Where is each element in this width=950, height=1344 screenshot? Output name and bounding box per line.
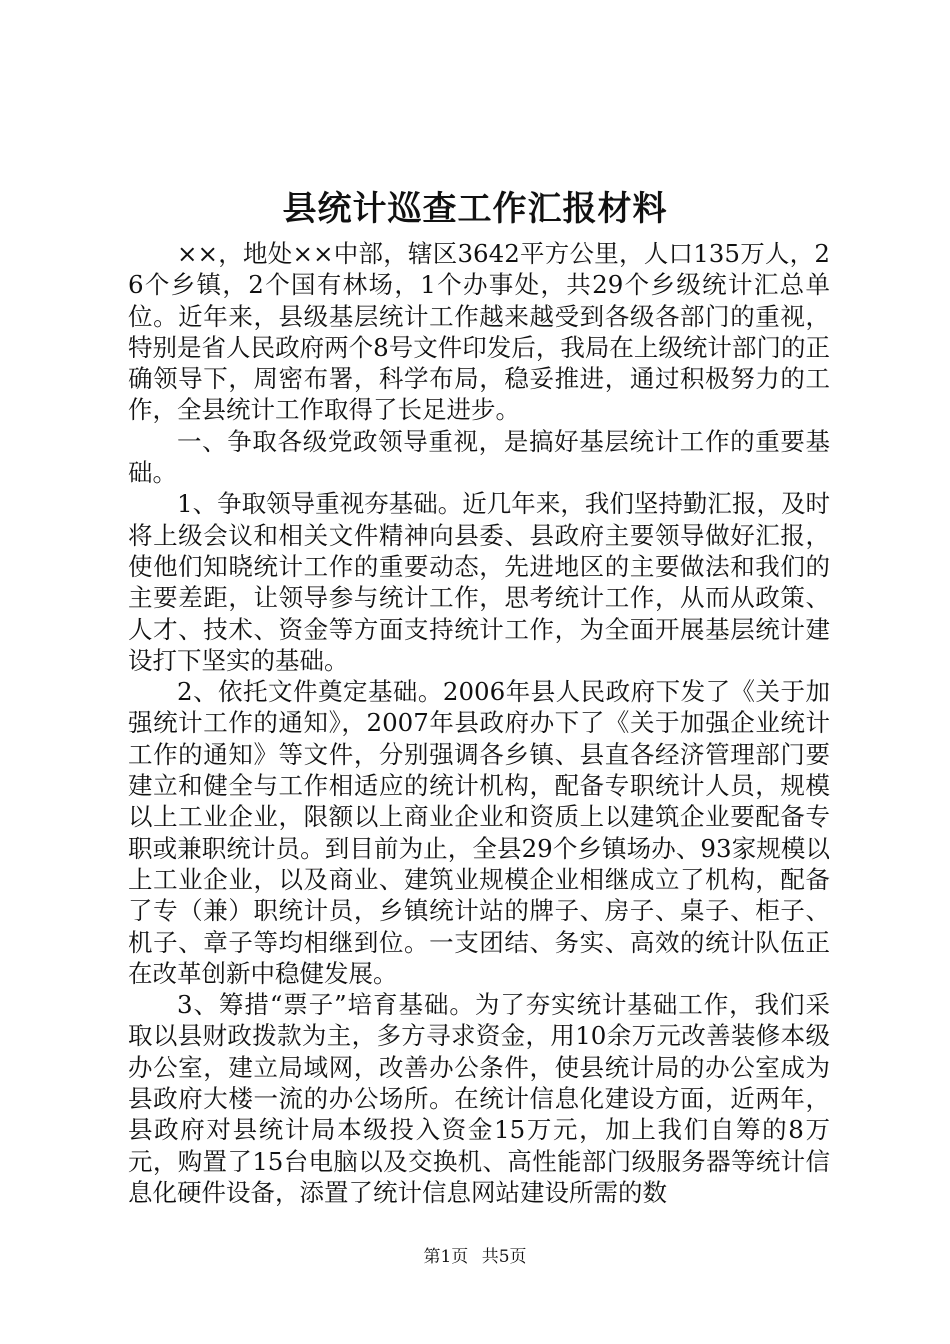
page-number-total: 共5页	[481, 1247, 527, 1267]
paragraph-item-2: 2、依托文件奠定基础。2006年县人民政府下发了《关于加强统计工作的通知》，2007年县政府办下了《关于加强企业统计工作的通知》等文件，分别强调各乡镇、县直各经济管理部门要建立和健全与工作相适应的统计机构，配备专职统计人员，规模以上工业企业，限额以上商业企业和资质上以建筑企业要配备专职或兼职统计员。到目前为止，全县29个乡镇场办、93家规模以上工业企业，以及商业、建筑业规模企业相继成立了机构，配备了专（兼）职统计员，乡镇统计站的牌子、房子、桌子、柜子、机子、章子等均相继到位。一支团结、务实、高效的统计队伍正在改革创新中稳健发展。	[128, 677, 830, 988]
page-footer	[0, 1246, 950, 1268]
page-number-current: 第1页	[423, 1247, 469, 1267]
document-title: 县统计巡查工作汇报材料	[282, 189, 668, 229]
paragraph-section-heading: 一、争取各级党政领导重视，是搞好基层统计工作的重要基础。	[128, 426, 830, 488]
paragraph-intro: ××，地处××中部，辖区3642平方公里，人口135万人，26个乡镇，2个国有林场，1个办事处，共29个乡级统计汇总单位。近年来，县级基层统计工作越来越受到各级各部门的重视，特别是省人民政府两个8号文件印发后，我局在上级统计部门的正确领导下，周密布署，科学布局，稳妥推进，通过积极努力的工作，全县统计工作取得了长足进步。	[128, 239, 830, 425]
paragraph-item-1: 1、争取领导重视夯基础。近几年来，我们坚持勤汇报，及时将上级会议和相关文件精神向县委、县政府主要领导做好汇报，使他们知晓统计工作的重要动态，先进地区的主要做法和我们的主要差距，让领导参与统计工作，思考统计工作，从而从政策、人才、技术、资金等方面支持统计工作，为全面开展基层统计建设打下坚实的基础。	[128, 489, 830, 675]
document-body	[128, 238, 830, 1208]
paragraph-item-3: 3、筹措“票子”培育基础。为了夯实统计基础工作，我们采取以县财政拨款为主，多方寻求资金，用10余万元改善装修本级办公室，建立局域网，改善办公条件，使县统计局的办公室成为县政府大楼一流的办公场所。在统计信息化建设方面，近两年，县政府对县统计局本级投入资金15万元，加上我们自筹的8万元，购置了15台电脑以及交换机、高性能部门级服务器等统计信息化硬件设备，添置了统计信息网站建设所需的数	[128, 990, 830, 1207]
